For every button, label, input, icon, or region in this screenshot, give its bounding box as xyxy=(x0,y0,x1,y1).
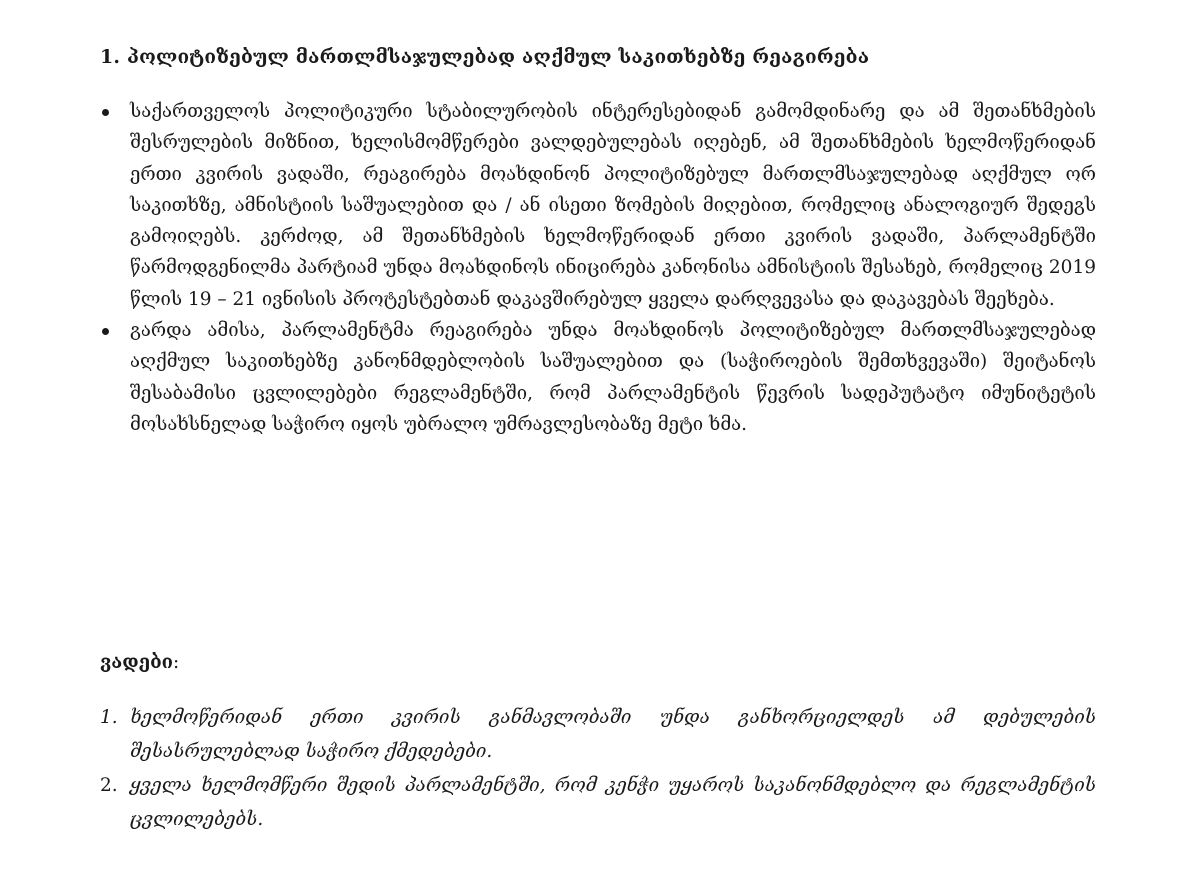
bullet-list xyxy=(100,96,1096,440)
deadlines-heading-colon: : xyxy=(173,652,180,673)
deadline-number: 1. xyxy=(100,707,118,728)
bullet-text: გარდა ამისა, პარლამენტმა რეაგირება უნდა მოახდინოს პოლიტიზებულ მართლმსაჯულებად აღქმულ საკითხებზე კანონმდებლობის საშუალებით და (საჭიროების შემთხვევაში) შეიტანოს შესაბამისი ცვლილებები რეგლამენტში, რომ პარლამენტის წევრის სადეპუტატო იმუნიტეტის მოსახსნელად საჭირო იყოს უბრალო უმრავლესობაზე მეტი ხმა. xyxy=(130,320,1096,435)
section-heading: 1. პოლიტიზებულ მართლმსაჯულებად აღქმულ საკითხებზე რეაგირება xyxy=(100,46,870,68)
bullet-icon xyxy=(102,109,109,116)
bullet-item xyxy=(100,96,1096,315)
deadline-text: ხელმოწერიდან ერთი კვირის განმავლობაში უნდა განხორციელდეს ამ დებულების შესასრულებლად საჭირო ქმედებები. xyxy=(130,707,1096,762)
bullet-text: საქართველოს პოლიტიკური სტაბილურობის ინტერესებიდან გამომდინარე და ამ შეთანხმების შესრულების მიზნით, ხელისმომწერები ვალდებულებას იღებენ, ამ შეთანხმების ხელმოწერიდან ერთი კვირის ვადაში, რეაგირება მოახდინონ პოლიტიზებულ მართლმსაჯულებად აღქმულ ორ საკითხზე, ამნისტიის საშუალებით და / ან ისეთი ზომების მიღებით, რომელიც ანალოგიურ შედეგს გამოიღებს. კერძოდ, ამ შეთანხმების ხელმოწერიდან ერთი კვირის ვადაში, პარლამენტში წარმოდგენილმა პარტიამ უნდა მოახდინოს ინიცირება კანონისა ამნისტიის შესახებ, რომელიც 2019 წლის 19 – 21 ივნისის პროტესტებთან დაკავშირებულ ყველა დარღვევასა და დაკავებას შეეხება. xyxy=(130,101,1096,310)
deadline-item xyxy=(100,701,1096,769)
deadline-item xyxy=(100,769,1096,837)
deadline-text: ყველა ხელმომწერი შედის პარლამენტში, რომ კენჭი უყაროს საკანონმდებლო და რეგლამენტის ცვლილებებს. xyxy=(130,775,1096,830)
deadlines-heading-text: ვადები xyxy=(100,652,173,673)
bullet-item xyxy=(100,315,1096,440)
deadline-number: 2. xyxy=(100,775,118,796)
deadlines-heading xyxy=(100,652,179,673)
bullet-icon xyxy=(102,328,109,335)
deadlines-list xyxy=(100,701,1096,837)
